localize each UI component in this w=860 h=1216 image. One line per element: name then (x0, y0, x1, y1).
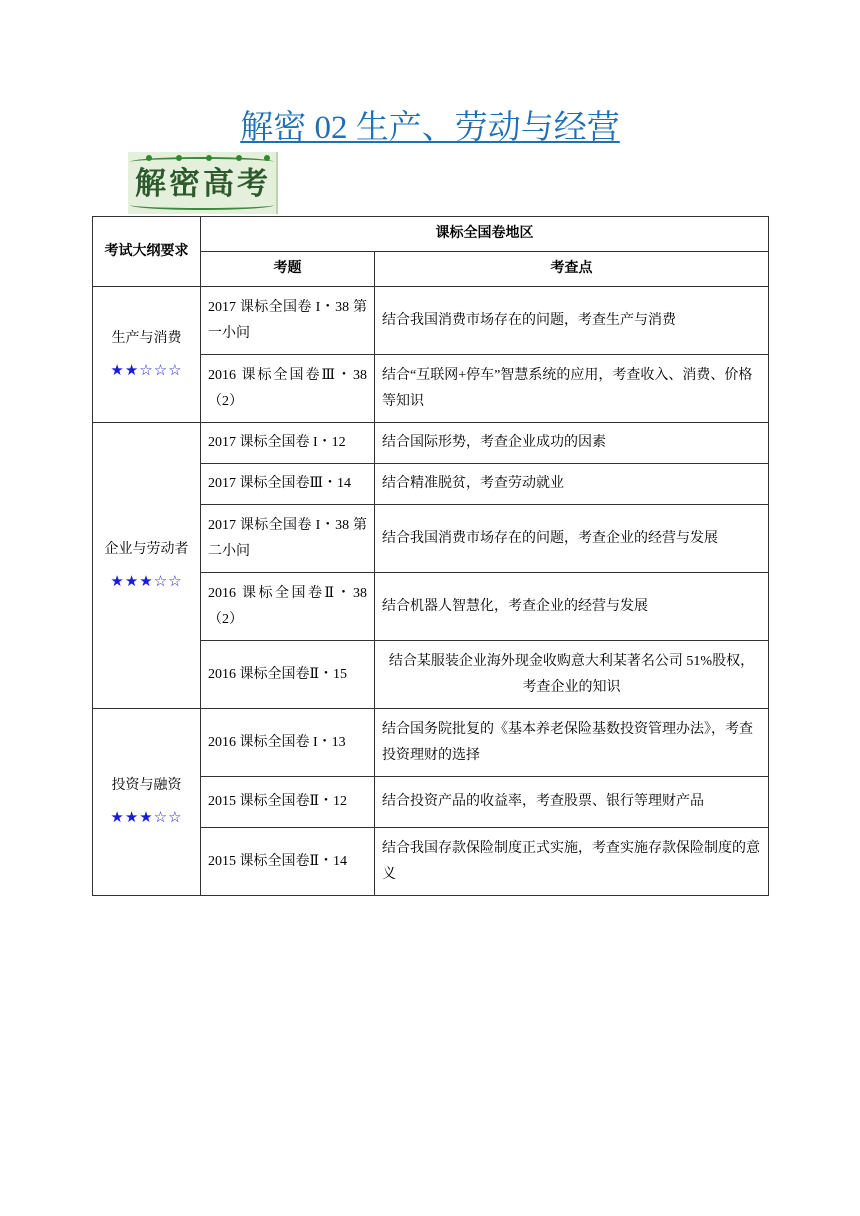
header-exam: 考题 (201, 252, 375, 287)
leaf-icon (264, 155, 270, 161)
logo (128, 152, 278, 214)
point-cell: 结合我国存款保险制度正式实施，考查实施存款保险制度的意义 (375, 828, 769, 896)
requirement-label: 企业与劳动者 (104, 541, 189, 557)
table-row (93, 423, 769, 464)
star-rating: ★★★☆☆ (110, 573, 183, 590)
exam-cell: 2016 课标全国卷Ⅲ・38（2） (201, 355, 375, 423)
star-rating: ★★☆☆☆ (110, 362, 183, 379)
exam-cell: 2017 课标全国卷 I・12 (201, 423, 375, 464)
requirement-label: 生产与消费 (111, 330, 182, 346)
header-region: 课标全国卷地区 (201, 217, 769, 252)
table-row (93, 287, 769, 355)
logo-text: 解密高考 (135, 166, 271, 201)
point-cell: 结合“互联网+停车”智慧系统的应用，考查收入、消费、价格等知识 (375, 355, 769, 423)
point-cell: 结合我国消费市场存在的问题，考查生产与消费 (375, 287, 769, 355)
leaf-icon (176, 155, 182, 161)
leaf-icon (146, 155, 152, 161)
leaf-icon (236, 155, 242, 161)
exam-cell: 2016 课标全国卷 I・13 (201, 709, 375, 777)
exam-cell: 2017 课标全国卷 I・38 第一小问 (201, 287, 375, 355)
leaf-icon (206, 155, 212, 161)
header-point: 考查点 (375, 252, 769, 287)
point-cell: 结合投资产品的收益率，考查股票、银行等理财产品 (375, 777, 769, 828)
header-requirement: 考试大纲要求 (93, 217, 201, 287)
star-rating: ★★★☆☆ (110, 810, 183, 826)
requirement-label: 投资与融资 (111, 778, 182, 793)
exam-table (92, 216, 769, 896)
point-cell: 结合我国消费市场存在的问题，考查企业的经营与发展 (375, 505, 769, 573)
requirement-cell (93, 287, 201, 423)
point-cell: 结合精准脱贫，考查劳动就业 (375, 464, 769, 505)
point-cell: 结合某服装企业海外现金收购意大利某著名公司 51%股权，考查企业的知识 (375, 641, 769, 709)
exam-cell: 2017 课标全国卷Ⅲ・14 (201, 464, 375, 505)
exam-cell: 2017 课标全国卷 I・38 第二小问 (201, 505, 375, 573)
point-cell: 结合机器人智慧化，考查企业的经营与发展 (375, 573, 769, 641)
exam-cell: 2016 课标全国卷Ⅱ・38（2） (201, 573, 375, 641)
requirement-cell (93, 709, 201, 896)
exam-cell: 2016 课标全国卷Ⅱ・15 (201, 641, 375, 709)
table-row (93, 709, 769, 777)
point-cell: 结合国际形势，考查企业成功的因素 (375, 423, 769, 464)
exam-cell: 2015 课标全国卷Ⅱ・12 (201, 777, 375, 828)
exam-cell: 2015 课标全国卷Ⅱ・14 (201, 828, 375, 896)
point-cell: 结合国务院批复的《基本养老保险基数投资管理办法》，考查投资理财的选择 (375, 709, 769, 777)
requirement-cell (93, 423, 201, 709)
page-title: 解密 02 生产、劳动与经营 (240, 110, 620, 146)
